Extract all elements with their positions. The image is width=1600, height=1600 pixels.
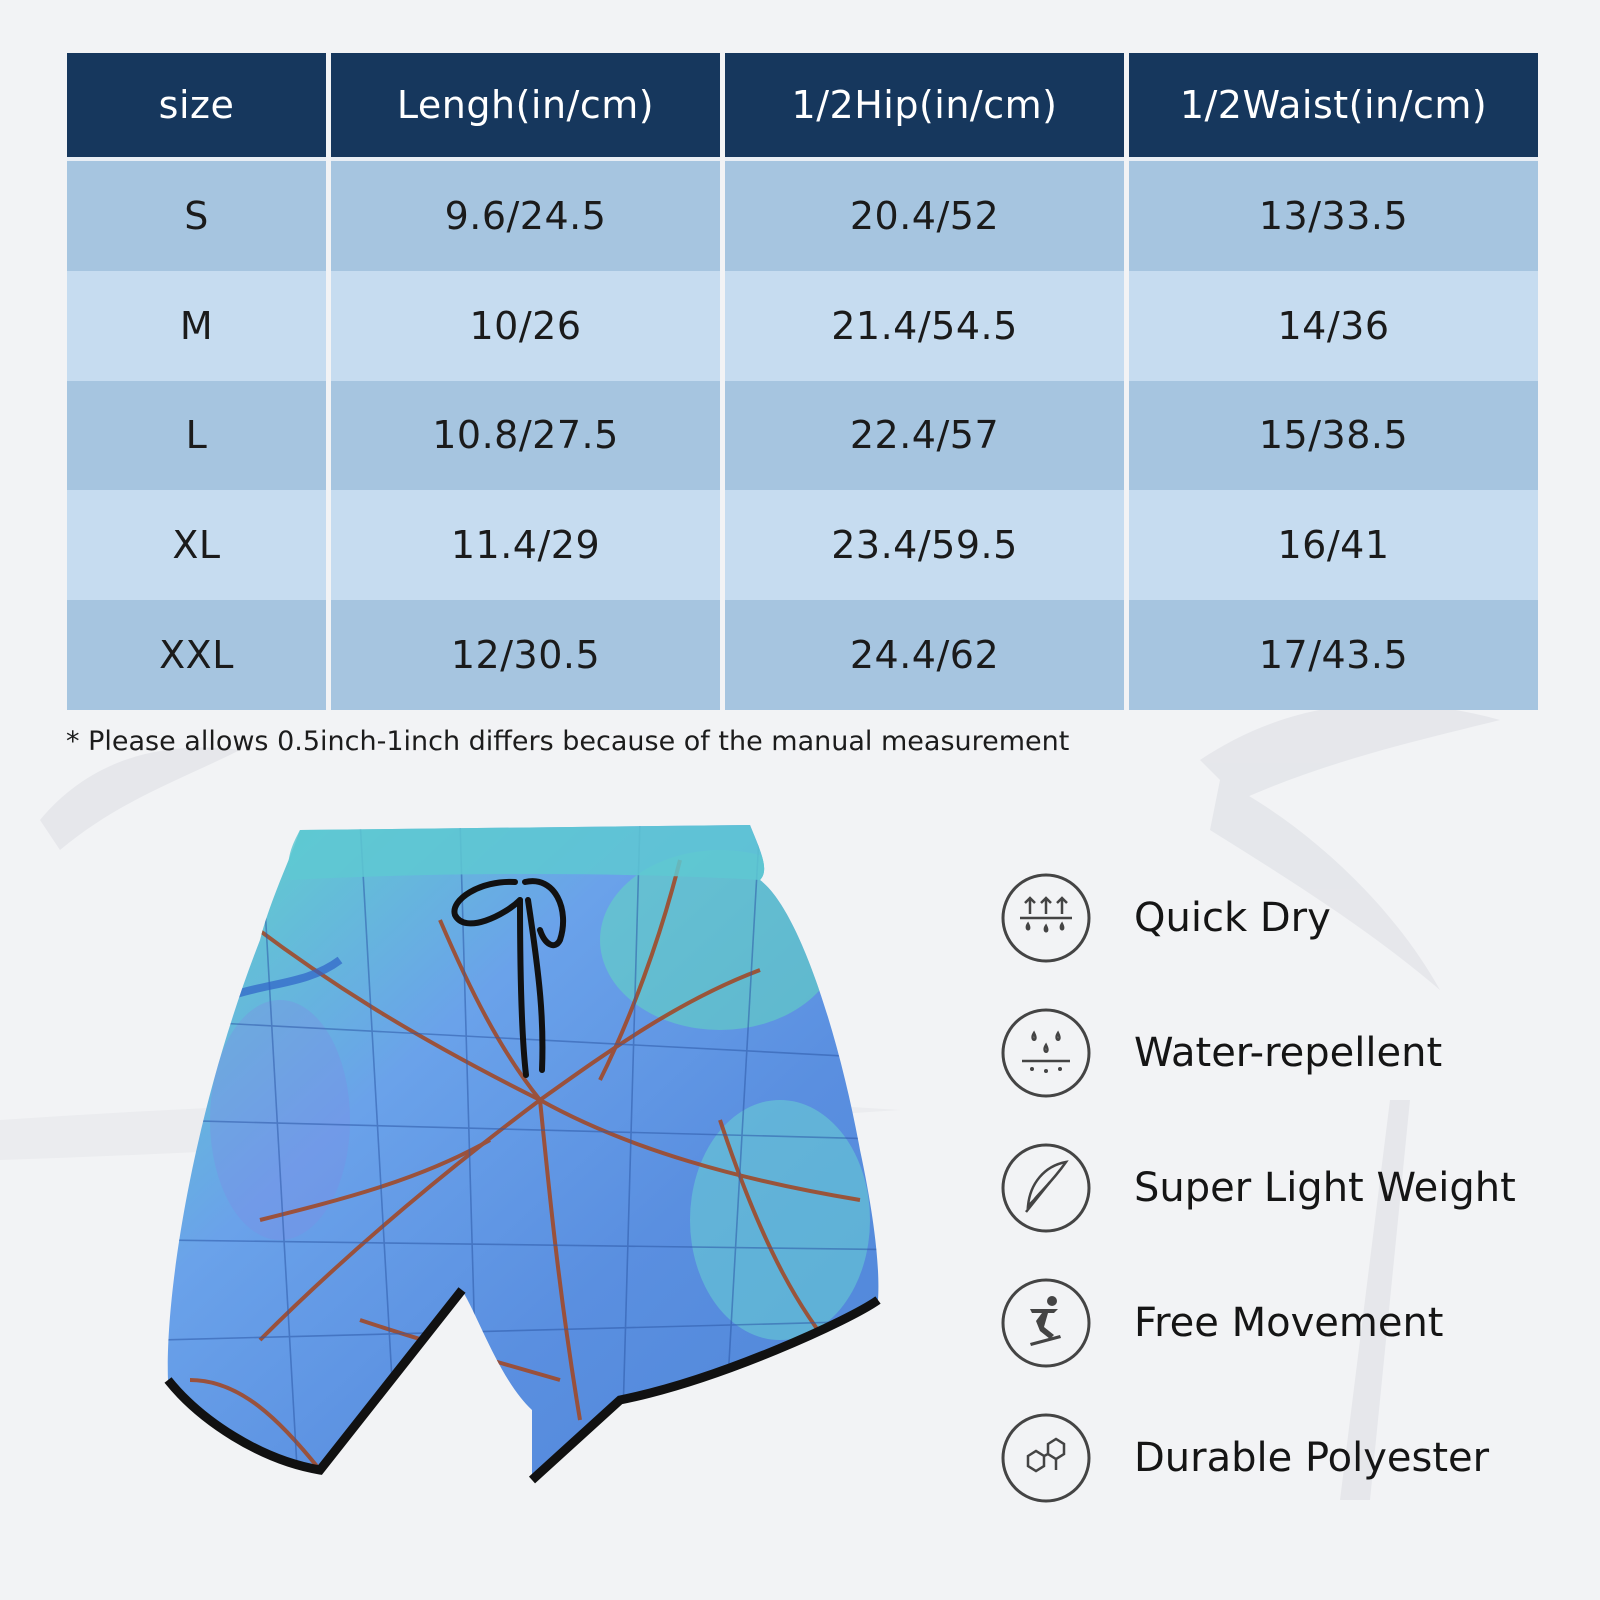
table-cell: 21.4/54.5 [725,271,1124,381]
feature-label: Free Movement [1134,1300,1444,1346]
molecule-icon [1000,1412,1092,1504]
feature-free-movement [1000,1277,1560,1369]
table-cell: 13/33.5 [1129,161,1538,271]
feature-water-repellent [1000,1007,1560,1099]
header-size: size [67,53,326,161]
table-cell: XL [67,490,326,600]
feature-label: Quick Dry [1134,895,1331,941]
table-cell: 16/41 [1129,490,1538,600]
size-chart-table [67,53,1533,710]
feature-quick-dry [1000,872,1560,964]
table-cell: 23.4/59.5 [725,490,1124,600]
feather-icon [1000,1142,1092,1234]
table-cell: 17/43.5 [1129,600,1538,710]
shorts-product-image [160,820,920,1520]
table-cell: L [67,381,326,491]
feature-label: Super Light Weight [1134,1165,1516,1211]
feature-durable-polyester [1000,1412,1560,1504]
header-half-waist: 1/2Waist(in/cm) [1129,53,1538,161]
measurement-note: * Please allows 0.5inch-1inch differs because of the manual measurement [66,726,1070,757]
header-half-hip: 1/2Hip(in/cm) [725,53,1124,161]
feature-list [1000,872,1560,1504]
feature-label: Water-repellent [1134,1030,1443,1076]
skater-icon [1000,1277,1092,1369]
table-cell: 9.6/24.5 [331,161,720,271]
table-cell: 10/26 [331,271,720,381]
table-cell: M [67,271,326,381]
table-cell: S [67,161,326,271]
feature-super-light-weight [1000,1142,1560,1234]
header-length: Lengh(in/cm) [331,53,720,161]
table-cell: 14/36 [1129,271,1538,381]
quick-dry-icon [1000,872,1092,964]
water-repellent-icon [1000,1007,1092,1099]
table-cell: 12/30.5 [331,600,720,710]
table-cell: 22.4/57 [725,381,1124,491]
table-cell: 10.8/27.5 [331,381,720,491]
table-cell: 11.4/29 [331,490,720,600]
feature-label: Durable Polyester [1134,1435,1490,1481]
table-cell: 24.4/62 [725,600,1124,710]
table-cell: XXL [67,600,326,710]
table-cell: 20.4/52 [725,161,1124,271]
table-cell: 15/38.5 [1129,381,1538,491]
